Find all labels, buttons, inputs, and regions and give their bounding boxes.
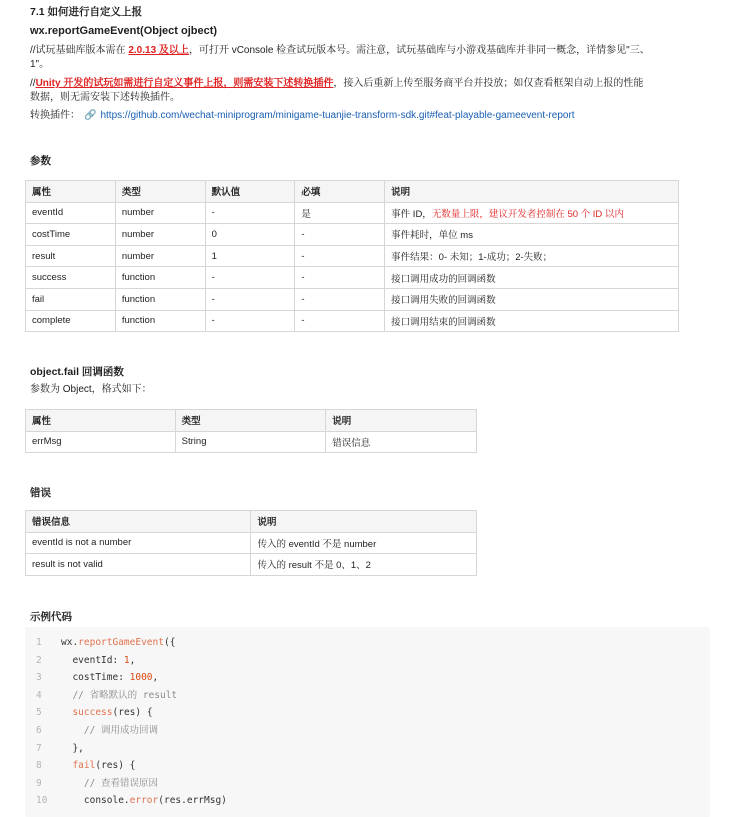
line-number: 7 — [36, 742, 42, 754]
code-token: }, — [61, 742, 84, 754]
intro-line-1 — [30, 44, 720, 57]
code-text — [61, 740, 84, 758]
table-cell: eventId is not a number — [26, 532, 251, 554]
code-line — [25, 669, 710, 687]
fail-callback-table — [25, 409, 477, 453]
table-cell: result is not valid — [26, 554, 251, 576]
table-cell: function — [115, 267, 205, 289]
errors-table — [25, 510, 477, 576]
table-cell: number — [115, 202, 205, 224]
unity-warning-highlight: Unity 开发的试玩如需进行自定义事件上报，则需安装下述转换插件 — [35, 78, 334, 89]
code-token: (res) { — [112, 707, 153, 719]
code-text — [61, 669, 158, 687]
code-token: , — [129, 654, 136, 666]
table-cell: errMsg — [26, 431, 176, 453]
table-cell: fail — [26, 288, 116, 310]
code-line — [25, 704, 710, 722]
code-text — [61, 757, 135, 775]
line-number: 8 — [36, 760, 42, 772]
table-cell: - — [295, 267, 385, 289]
link-icon: 🔗 — [84, 110, 97, 121]
intro-line-4: 数据，则无需安装下述转换插件。 — [30, 92, 180, 103]
line-number: 5 — [36, 707, 42, 719]
table-cell: function — [115, 310, 205, 332]
table-cell — [385, 267, 679, 289]
table-row — [26, 267, 679, 289]
table-cell: - — [295, 310, 385, 332]
table-header-row — [26, 410, 477, 432]
code-text — [61, 722, 158, 740]
header-cell: 属性 — [26, 181, 116, 203]
fail-callback-desc: 参数为 Object，格式如下： — [30, 384, 152, 395]
code-line — [25, 652, 710, 670]
table-cell: 传入的 eventId 不是 number — [251, 532, 477, 554]
code-line — [25, 740, 710, 758]
plugin-link[interactable]: https://github.com/wechat-miniprogram/minigame-tuanjie-transform-sdk.git#feat-playable-gameevent-report — [100, 110, 575, 121]
intro-line-3-prefix: // — [30, 78, 36, 89]
table-cell — [385, 310, 679, 332]
code-token: costTime: — [61, 672, 130, 684]
table-cell: function — [115, 288, 205, 310]
code-token: (res) { — [95, 760, 136, 772]
table-cell: number — [115, 245, 205, 267]
table-cell: 错误信息 — [326, 431, 477, 453]
intro-line-3-suffix: ，接入后重新上传至服务商平台并投放；如仅查看框架自动上报的性能 — [333, 78, 644, 89]
code-token: ({ — [163, 637, 176, 648]
line-number: 6 — [36, 725, 42, 736]
code-block — [25, 627, 710, 817]
header-cell: 默认值 — [205, 181, 295, 203]
header-cell: 类型 — [175, 410, 326, 432]
version-highlight: 2.0.13 及以上 — [128, 45, 189, 56]
code-token: console. — [61, 795, 130, 807]
table-cell: - — [295, 288, 385, 310]
code-line — [25, 792, 710, 810]
table-row — [26, 310, 679, 332]
code-token: 1000 — [129, 672, 153, 684]
table-row — [26, 288, 679, 310]
table-cell: 1 — [205, 245, 295, 267]
table-cell: 传入的 result 不是 0、1、2 — [251, 554, 477, 576]
line-number: 1 — [36, 637, 42, 648]
cell-text: 事件结果：0- 未知；1-成功；2-失败； — [391, 252, 553, 264]
code-token: 1 — [123, 654, 130, 666]
code-text — [61, 652, 135, 670]
header-cell: 必填 — [295, 181, 385, 203]
table-cell: 是 — [295, 202, 385, 224]
header-cell: 说明 — [326, 410, 477, 432]
table-cell: eventId — [26, 202, 116, 224]
cell-text: 事件 ID， — [391, 208, 432, 220]
code-token: eventId: — [61, 654, 124, 666]
section-heading: 7.1 如何进行自定义上报 — [30, 6, 143, 18]
table-cell: 0 — [205, 224, 295, 246]
table-row — [26, 224, 679, 246]
intro-line-1-suffix: ，可打开 vConsole 检查试玩版本号。需注意，试玩基础库与小游戏基础库并非同一概念，详情参见"三、 — [188, 45, 650, 56]
params-table — [25, 180, 679, 332]
table-row — [26, 554, 477, 576]
plugin-line — [30, 106, 575, 121]
table-cell — [385, 288, 679, 310]
table-row — [26, 532, 477, 554]
code-token: // 省略默认的 result — [61, 689, 178, 701]
table-cell: - — [295, 245, 385, 267]
table-header-row — [26, 511, 477, 533]
code-line — [25, 775, 710, 793]
line-number: 10 — [36, 795, 48, 807]
header-cell: 类型 — [115, 181, 205, 203]
code-token: , — [152, 672, 159, 684]
code-text — [61, 792, 227, 810]
code-line — [25, 634, 710, 652]
code-text — [61, 775, 158, 793]
code-token — [61, 760, 72, 771]
line-number: 2 — [36, 654, 42, 666]
api-signature: wx.reportGameEvent(Object ojbect) — [30, 25, 218, 37]
table-cell: complete — [26, 310, 116, 332]
code-token: reportGameEvent — [78, 637, 164, 648]
header-cell: 说明 — [251, 511, 477, 533]
intro-line-1-prefix: //试玩基础库版本需在 — [30, 45, 129, 56]
code-text — [61, 704, 153, 722]
cell-highlight: 无数量上限，建议开发者控制在 50 个 ID 以内 — [431, 208, 624, 220]
code-text — [61, 634, 175, 652]
table-row — [26, 245, 679, 267]
table-row — [26, 431, 477, 453]
code-token: fail — [72, 760, 96, 772]
plugin-label: 转换插件： — [30, 110, 80, 121]
table-cell: String — [175, 431, 326, 453]
params-title: 参数 — [30, 155, 51, 167]
code-token: wx. — [61, 637, 79, 648]
cell-text: 事件耗时，单位 ms — [391, 230, 473, 242]
header-cell: 说明 — [385, 181, 679, 203]
table-cell: costTime — [26, 224, 116, 246]
code-token — [61, 707, 72, 718]
line-number: 3 — [36, 672, 42, 684]
code-token: error — [129, 795, 159, 807]
errors-title: 错误 — [30, 487, 51, 499]
table-cell: - — [205, 288, 295, 310]
cell-text: 接口调用失败的回调函数 — [391, 295, 496, 307]
code-token: (res.errMsg) — [158, 795, 227, 807]
code-line — [25, 757, 710, 775]
table-cell: - — [205, 202, 295, 224]
example-title: 示例代码 — [30, 611, 72, 623]
table-header-row — [26, 181, 679, 203]
code-text — [61, 687, 177, 705]
table-cell — [385, 202, 679, 224]
intro-line-3 — [30, 77, 720, 90]
code-token: success — [72, 707, 113, 719]
table-cell: - — [205, 310, 295, 332]
cell-text: 接口调用成功的回调函数 — [391, 273, 496, 285]
table-cell: - — [295, 224, 385, 246]
intro-line-2: 1"。 — [30, 59, 50, 70]
fail-callback-title: object.fail 回调函数 — [30, 366, 124, 378]
header-cell: 错误信息 — [26, 511, 251, 533]
cell-text: 接口调用结束的回调函数 — [391, 316, 496, 328]
header-cell: 属性 — [26, 410, 176, 432]
code-line — [25, 722, 710, 740]
table-cell — [385, 245, 679, 267]
code-token: // 查看错误原因 — [61, 777, 159, 789]
table-cell — [385, 224, 679, 246]
table-cell: - — [205, 267, 295, 289]
code-token: // 调用成功回调 — [61, 725, 159, 736]
code-line — [25, 687, 710, 705]
table-cell: success — [26, 267, 116, 289]
table-cell: number — [115, 224, 205, 246]
table-row — [26, 202, 679, 224]
line-number: 9 — [36, 777, 42, 789]
line-number: 4 — [36, 689, 42, 701]
table-cell: result — [26, 245, 116, 267]
